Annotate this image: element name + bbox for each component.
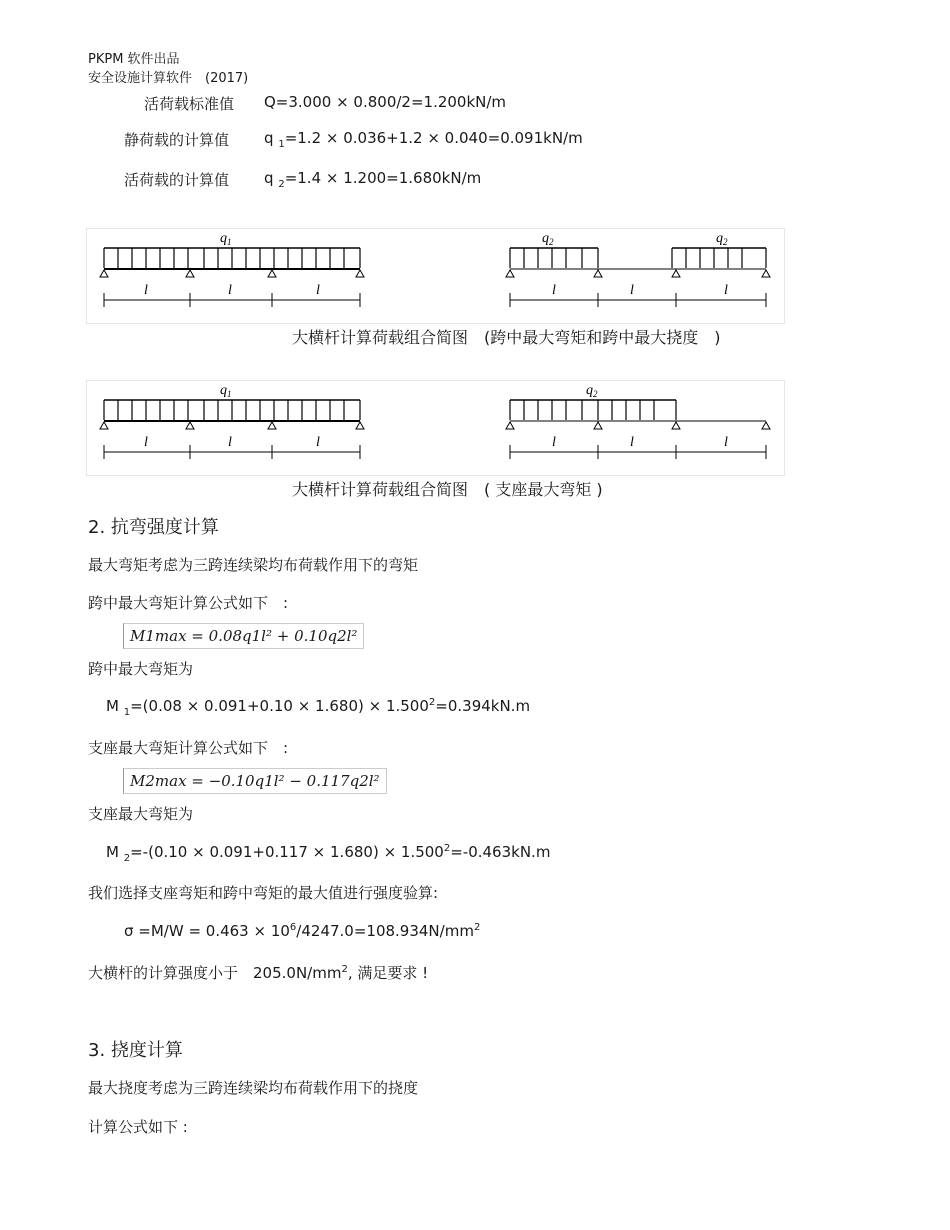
load-q2-two-spans: [506, 383, 770, 459]
stress-calc: $\sigma =M/W = 0.463 \times 10^6/4247.0=108.934N/mm^2$: [124, 922, 481, 940]
span-l-11: l: [630, 435, 634, 450]
support-moment-formula: M2max = −0.10q1l² − 0.117q2l²: [123, 768, 387, 794]
bending-description: 最大弯矩考虑为三跨连续梁均布荷载作用下的弯矩: [88, 556, 419, 574]
load-q2-alternate: [506, 231, 770, 307]
span-l-10: l: [552, 435, 556, 450]
span-l-9: l: [316, 435, 320, 450]
load-diagram-support: [86, 380, 786, 476]
strength-conclusion: 大横杆的计算强度小于 $205.0N/mm^2$, 满足要求 !: [88, 964, 429, 982]
live-load-standard-label: 活荷载标准值: [144, 95, 235, 113]
span-l-7: l: [144, 435, 148, 450]
span-l-4: l: [552, 283, 556, 298]
span-l-6: l: [724, 283, 728, 298]
midspan-formula-intro: 跨中最大弯矩计算公式如下 :: [88, 594, 289, 612]
load-q1-full-2: [100, 383, 364, 459]
span-l-3: l: [316, 283, 320, 298]
span-l-8: l: [228, 435, 232, 450]
support-moment-intro: 支座最大弯矩为: [88, 805, 194, 823]
span-l-5: l: [630, 283, 634, 298]
strength-check-intro: 我们选择支座弯矩和跨中弯矩的最大值进行强度验算:: [88, 884, 439, 902]
section-heading-deflection: 3. 挠度计算: [88, 1040, 183, 1061]
load-diagram-midspan: [86, 228, 786, 324]
software-title: 安全设施计算软件 (2017): [88, 71, 249, 86]
live-load-design-value: q $_2$=1.4 × 1.200=1.680kN/m: [264, 169, 482, 190]
section-heading-bending: 2. 抗弯强度计算: [88, 517, 219, 538]
midspan-moment-calc: M $_1=(0.08 \times 0.091+0.10 \times 1.680) \times 1.500^2=0.394kN.m$: [106, 697, 531, 718]
q1-label-left: $q_1$: [220, 231, 232, 247]
q2-label-2: $q_2$: [586, 383, 598, 399]
load-q1-full: [100, 231, 364, 307]
q2-label-left: $q_2$: [542, 231, 554, 247]
midspan-moment-intro: 跨中最大弯矩为: [88, 660, 194, 678]
dead-load-design-label: 静荷载的计算值: [124, 131, 230, 149]
q2-label-right: $q_2$: [716, 231, 728, 247]
q1-label-2: $q_1$: [220, 383, 232, 399]
span-l-12: l: [724, 435, 728, 450]
support-formula-intro: 支座最大弯矩计算公式如下 :: [88, 739, 289, 757]
span-l-1: l: [144, 283, 148, 298]
deflection-description: 最大挠度考虑为三跨连续梁均布荷载作用下的挠度: [88, 1079, 419, 1097]
live-load-design-label: 活荷载的计算值: [124, 171, 230, 189]
software-brand: PKPM 软件出品: [88, 52, 180, 67]
live-load-standard-value: Q=3.000 × 0.800/2=1.200kN/m: [264, 93, 507, 111]
support-moment-calc: M $_2=-(0.10 \times 0.091+0.117 \times 1.680) \times 1.500^2=-0.463kN.m$: [106, 843, 551, 864]
diagram-caption-midspan: 大横杆计算荷载组合简图 (跨中最大弯矩和跨中最大挠度 ): [292, 328, 721, 347]
deflection-formula-intro: 计算公式如下 :: [88, 1118, 188, 1136]
diagram-caption-support: 大横杆计算荷载组合简图 ( 支座最大弯矩 ): [292, 480, 603, 499]
span-l-2: l: [228, 283, 232, 298]
dead-load-design-value: q $_1$=1.2 × 0.036+1.2 × 0.040=0.091kN/m: [264, 129, 583, 150]
midspan-moment-formula: M1max = 0.08q1l² + 0.10q2l²: [123, 623, 364, 649]
